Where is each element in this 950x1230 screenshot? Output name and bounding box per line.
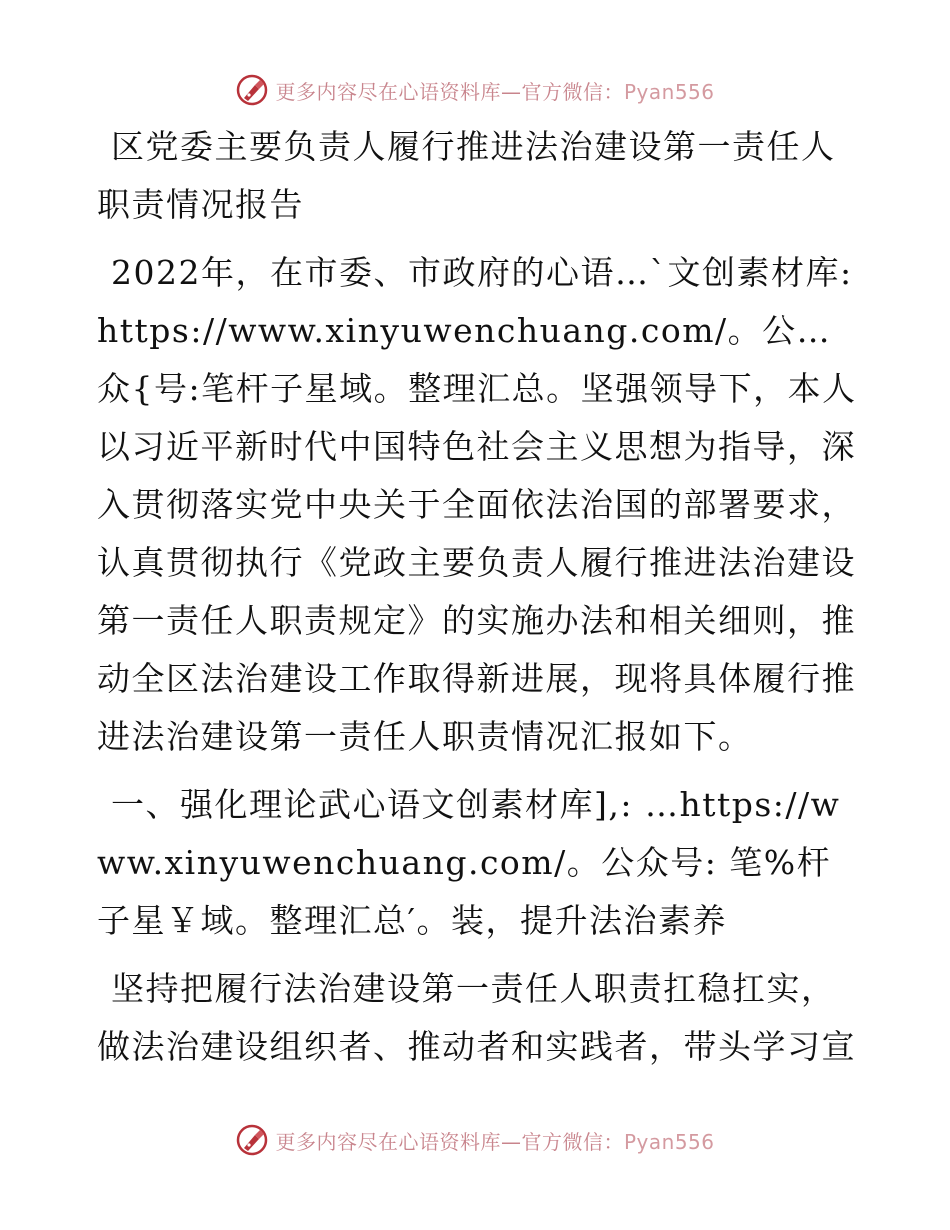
- pen-nib-logo-icon: [235, 1123, 269, 1157]
- document-body: [97, 118, 857, 1076]
- header-wechat-label: 官方微信：: [521, 79, 624, 104]
- footer-wechat-id: Pyan556: [623, 1129, 715, 1154]
- header-banner: [0, 70, 950, 110]
- pen-nib-logo-icon: [235, 73, 269, 107]
- footer-banner-text: [275, 1126, 714, 1155]
- footer-wechat-label: 官方微信：: [521, 1129, 624, 1154]
- footer-separator: —: [500, 1129, 522, 1154]
- paragraph-intro: 2022年，在市委、市政府的心语…`文创素材库:https://www.xinyuwenchuang.com/。公…众{号:笔杆子星域。整理汇总。坚强领导下，本人以习近平新时代中国特色社会主义思想为指导，深入贯彻落实党中央关于全面依法治国的部署要求，认真贯彻执行《党政主要负责人履行推进法治建设第一责任人职责规定》的实施办法和相关细则，推动全区法治建设工作取得新进展，现将具体履行推进法治建设第一责任人职责情况汇报如下。: [97, 253, 857, 756]
- paragraph-section-1: 坚持把履行法治建设第一责任人职责扛稳扛实，做法治建设组织者、推动者和实践者，带头学习宣: [97, 969, 856, 1066]
- footer-banner: [0, 1120, 950, 1160]
- document-title: 区党委主要负责人履行推进法治建设第一责任人职责情况报告: [97, 127, 836, 224]
- header-banner-text: [275, 76, 714, 105]
- footer-site-text: 更多内容尽在心语资料库: [275, 1129, 501, 1154]
- section-heading-1: 一、强化理论武心语文创素材库],: …https://www.xinyuwenchuang.com/。公众号: 笔%杆子星￥域。整理汇总′。装，提升法治素养: [97, 785, 841, 940]
- header-separator: —: [500, 79, 522, 104]
- header-site-text: 更多内容尽在心语资料库: [275, 79, 501, 104]
- header-wechat-id: Pyan556: [623, 79, 715, 104]
